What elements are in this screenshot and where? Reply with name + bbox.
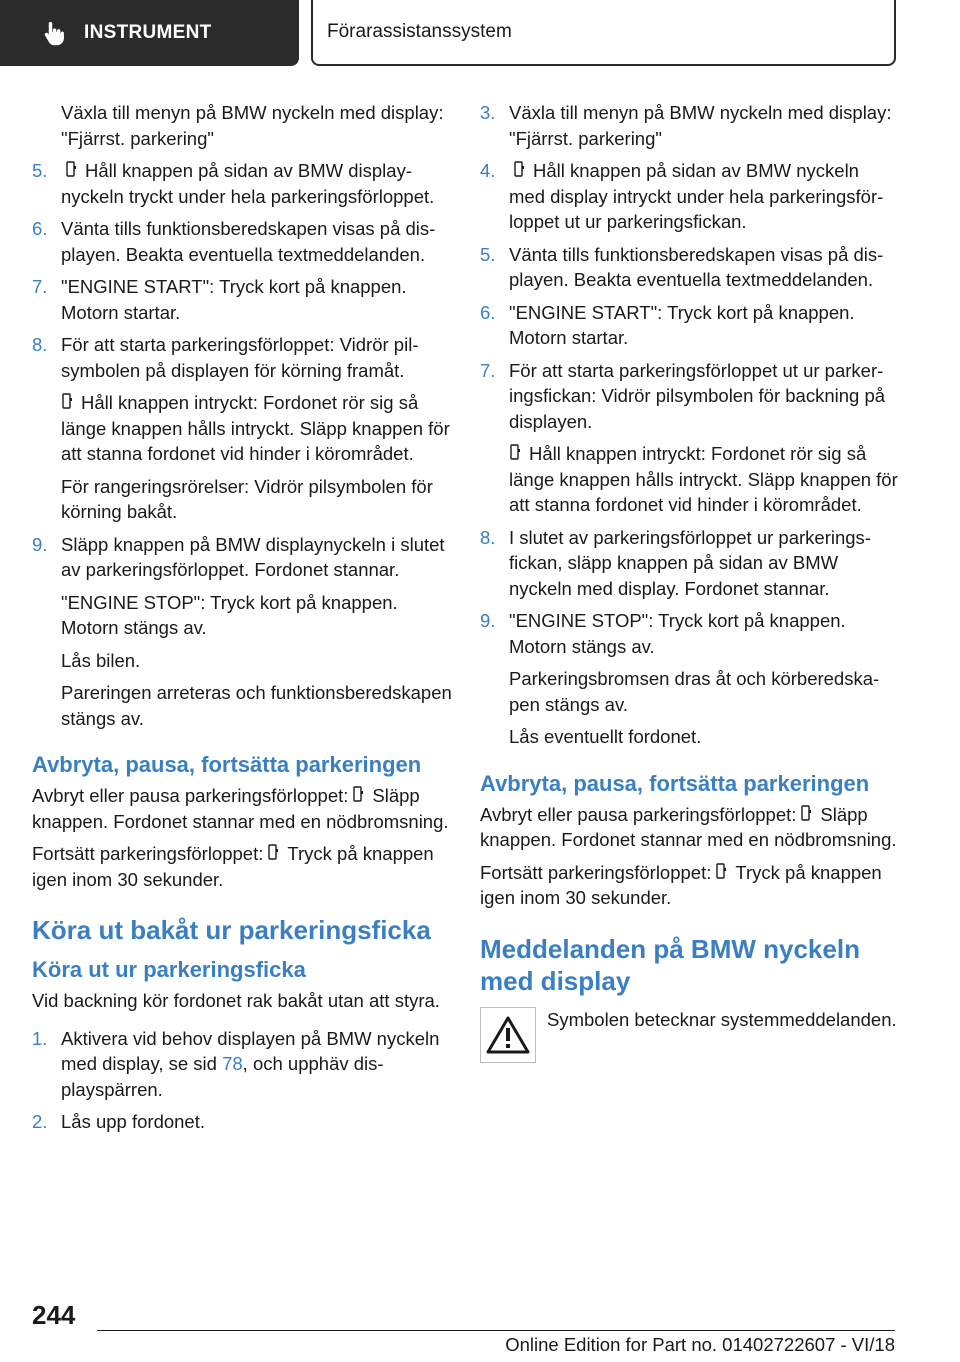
step-continuation: "ENGINE STOP": Tryck kort på knappen. Motorn stängs av. [61,591,398,638]
step-number: 9. [32,533,48,555]
remote-key-icon [513,160,525,178]
list-item [32,1026,452,1103]
step-text: "ENGINE STOP": Tryck kort på knappen. Motorn stängs av. [509,610,846,657]
step-number: 2. [32,1111,48,1132]
remote-key-icon [61,392,73,410]
step-text: Håll knappen på sidan av BMW displaynyckeln tryckt under hela parkeringsförloppet. [61,160,435,207]
list-item [480,242,900,293]
step-text: "ENGINE START": Tryck kort på knappen. Motorn startar. [509,301,855,348]
paragraph-resume: Fortsätt parkeringsförloppet: Tryck på knappen igen inom 30 sekunder. [32,843,434,890]
step-continuation: Håll knappen intryckt: Fordonet rör sig så länge knappen hålls intryckt. Släpp knappen för att stanna fordonet vid hinder i körområdet. [61,392,450,464]
step-continuation: Lås eventuellt fordonet. [509,726,702,747]
step-number: 8. [32,334,48,355]
list-item [480,358,900,435]
step-number: 9. [480,610,496,631]
step-continuation: Parkeringsbromsen dras åt och körberedskapen stängs av. [509,668,880,715]
step-continuation: Pareringen arreteras och funktionsberedskapen stängs av. [61,682,452,729]
list-item [480,525,900,602]
step-continuation: Håll knappen intryckt: Fordonet rör sig så länge knappen hålls intryckt. Släpp knappen för att stanna fordonet vid hinder i körområdet. [509,443,898,515]
warning-text: Symbolen betecknar systemmeddelanden. [547,1008,897,1030]
section-label: INSTRUMENT [84,22,212,43]
step-number: 8. [480,526,496,548]
section-tab-instrument[interactable] [0,0,299,66]
step-number: 1. [32,1027,48,1049]
list-item [32,216,452,267]
step-number: 5. [32,160,48,181]
step-number: 3. [480,102,496,123]
step-continuation: Lås bilen. [61,649,141,671]
paragraph-abort: Avbryt eller pausa parkeringsförloppet: Släpp knappen. Fordonet stannar med en nödbromsning. [32,785,449,832]
list-item [480,100,900,151]
paragraph-exit: Vid backning kör fordonet rak bakåt utan att styra. [32,990,440,1011]
list-item [32,274,452,325]
warning-note [480,1007,900,1063]
step-text: Växla till menyn på BMW nyckeln med display: "Fjärrst. parkering" [509,102,892,149]
step-text: "ENGINE START": Tryck kort på knappen. Motorn startar. [61,276,407,323]
paragraph-abort: Avbryt eller pausa parkeringsförloppet: Släpp knappen. Fordonet stannar med en nödbromsning. [480,803,897,850]
step-text: För att starta parkeringsförloppet: Vidrör pilsymbolen på displayen för körning framåt. [61,334,419,381]
page-number: 244 [32,1300,76,1330]
step-intro: Växla till menyn på BMW nyckeln med display: "Fjärrst. parkering" [61,102,444,149]
remote-key-icon [715,862,727,880]
list-item [480,158,900,235]
heading-exit: Köra ut ur parkeringsficka [32,957,306,982]
page-link[interactable]: 78 [222,1053,243,1074]
step-number: 4. [480,160,496,181]
step-text: För att starta parkeringsförloppet ut ur parkeringsfickan: Vidrör pilsymbolen för backning på displayen. [509,359,886,432]
remote-key-icon [509,443,521,461]
step-text: Vänta tills funktionsberedskapen visas på displayen. Beakta eventuella textmeddelanden. [509,243,884,290]
step-text: Släpp knappen på BMW displaynyckeln i slutet av parkeringsförloppet. Fordonet stannar. [61,533,445,580]
paragraph-resume: Fortsätt parkeringsförloppet: Tryck på knappen igen inom 30 sekunder. [480,861,882,908]
list-item [480,300,900,351]
list-item [32,158,452,209]
remote-key-icon [352,785,364,803]
step-number: 7. [32,276,48,297]
list-item [32,1109,452,1135]
heading-abort: Avbryta, pausa, fortsätta parkeringen [32,752,422,777]
step-number: 6. [480,301,496,323]
heading-exit-reverse: Köra ut bakåt ur parkeringsficka [32,915,431,945]
page-header [0,0,960,66]
step-number: 5. [480,243,496,265]
footer-divider [97,1330,895,1331]
remote-key-icon [267,843,279,861]
list-item [32,532,452,583]
step-continuation: För rangeringsrörelser: Vidrör pilsymbolen för körning bakåt. [61,475,433,522]
right-column [480,100,900,1063]
step-number: 6. [32,218,48,239]
hand-pointer-icon [40,19,68,47]
step-number: 7. [480,359,496,381]
list-item [480,608,900,659]
left-column [32,100,452,1142]
remote-key-icon [65,160,77,178]
remote-key-icon [800,804,812,822]
heading-abort: Avbryta, pausa, fortsätta parkeringen [480,770,870,796]
warning-triangle-icon [480,1007,536,1063]
heading-messages: Meddelanden på BMW nyckeln med display [480,933,860,996]
step-text: I slutet av parkeringsförloppet ur parkeringsfickan, släpp knappen på sidan av BMW nyckeln med display. Fordonet stannar. [509,526,871,599]
step-text: Vänta tills funktionsberedskapen visas på displayen. Beakta eventuella textmeddelanden. [61,218,436,265]
step-text: Håll knappen på sidan av BMW nyckeln med display intryckt under hela parkeringsförloppet ut ur parkeringsfickan. [509,160,884,232]
edition-note: Online Edition for Part no. 01402722607 - VI/18 [505,1334,895,1355]
chapter-tab[interactable] [311,0,896,66]
step-text: Lås upp fordonet. [61,1111,205,1132]
step-text: Aktivera vid behov displayen på BMW nyckeln med display, se sid 78, och upphäv displayspärren. [61,1027,440,1100]
chapter-label: Förarassistanssystem [327,21,512,42]
list-item [32,332,452,383]
